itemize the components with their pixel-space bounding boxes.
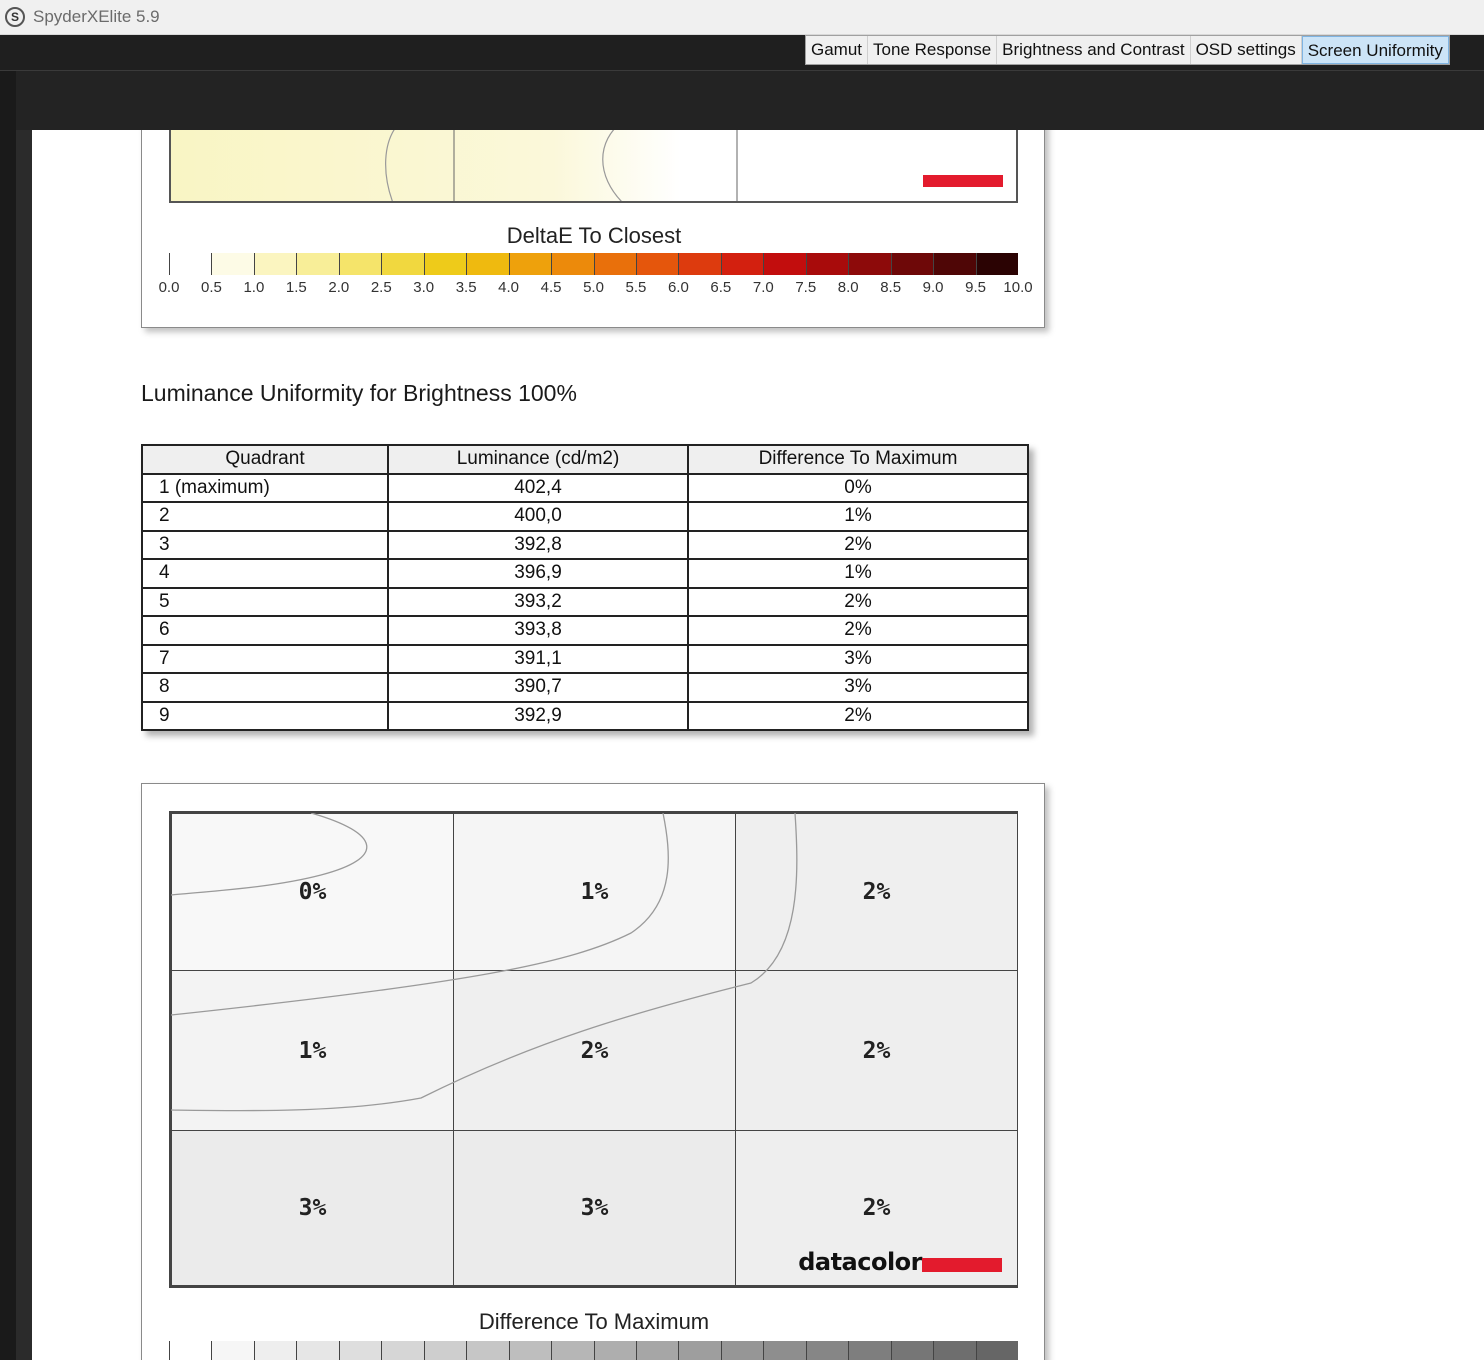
deltae-frame bbox=[141, 130, 1045, 328]
quadrant-value: 2% bbox=[862, 879, 891, 905]
logo-text: datacolor bbox=[798, 1248, 922, 1276]
table-header-row bbox=[142, 445, 1028, 474]
tick-label: 6.5 bbox=[710, 279, 732, 296]
tick-label: 10.0 bbox=[1003, 279, 1033, 296]
colorbar-segment bbox=[678, 253, 720, 275]
colorbar-segment bbox=[848, 253, 890, 275]
colorbar-segment bbox=[211, 253, 253, 275]
tab-osd-settings[interactable]: OSD settings bbox=[1191, 36, 1302, 64]
logo-bar-top bbox=[923, 175, 1003, 187]
quadrant-value: 3% bbox=[580, 1195, 609, 1221]
tick-label: 1.5 bbox=[285, 279, 307, 296]
colorbar-segment bbox=[296, 253, 338, 275]
greybar-segment bbox=[381, 1341, 423, 1360]
greybar-segment bbox=[424, 1341, 466, 1360]
quadrant-value: 2% bbox=[862, 1195, 891, 1221]
table-row bbox=[142, 645, 1028, 674]
header-luminance: Luminance (cd/m2) bbox=[388, 445, 688, 474]
tick-label: 7.0 bbox=[752, 279, 774, 296]
table-row bbox=[142, 559, 1028, 588]
cell-luminance: 390,7 bbox=[388, 673, 688, 702]
tab-strip bbox=[805, 35, 1450, 65]
cell-luminance: 402,4 bbox=[388, 474, 688, 503]
tick-label: 7.5 bbox=[795, 279, 817, 296]
quadrant-value: 0% bbox=[298, 879, 327, 905]
colorbar-segment bbox=[509, 253, 551, 275]
colorbar-segment bbox=[806, 253, 848, 275]
colorbar-segment bbox=[551, 253, 593, 275]
cell-luminance: 393,8 bbox=[388, 616, 688, 645]
greybar-segment bbox=[466, 1341, 508, 1360]
tick-label: 2.5 bbox=[370, 279, 392, 296]
quadrant-value: 2% bbox=[862, 1037, 891, 1064]
tick-label: 2.0 bbox=[328, 279, 350, 296]
header-difference: Difference To Maximum bbox=[688, 445, 1028, 474]
tick-label: 8.0 bbox=[837, 279, 859, 296]
cell-difference: 3% bbox=[688, 645, 1028, 674]
colorbar-segment bbox=[891, 253, 933, 275]
title-bar bbox=[0, 0, 1484, 35]
tick-label: 3.0 bbox=[413, 279, 435, 296]
tab-brightness-contrast[interactable]: Brightness and Contrast bbox=[997, 36, 1190, 64]
colorbar-segment bbox=[721, 253, 763, 275]
cell-quadrant: 4 bbox=[142, 559, 388, 588]
cell-difference: 2% bbox=[688, 588, 1028, 617]
colorbar-segment bbox=[424, 253, 466, 275]
greybar-segment bbox=[254, 1341, 296, 1360]
colorbar-segment bbox=[381, 253, 423, 275]
window-title: SpyderXElite 5.9 bbox=[33, 7, 160, 26]
tab-screen-uniformity[interactable]: Screen Uniformity bbox=[1302, 36, 1449, 64]
colorbar-segment bbox=[933, 253, 975, 275]
colorbar-segment bbox=[254, 253, 296, 275]
tick-label: 0.0 bbox=[158, 279, 180, 296]
cell-quadrant: 6 bbox=[142, 616, 388, 645]
table-row bbox=[142, 616, 1028, 645]
cell-difference: 1% bbox=[688, 502, 1028, 531]
greybar-segment bbox=[594, 1341, 636, 1360]
cell-difference: 3% bbox=[688, 673, 1028, 702]
cell-quadrant: 8 bbox=[142, 673, 388, 702]
tick-label: 9.5 bbox=[965, 279, 986, 296]
toolbar bbox=[0, 35, 1484, 71]
difference-greyscale-bar bbox=[169, 1341, 1018, 1360]
quadrant-value: 2% bbox=[580, 1037, 609, 1064]
colorbar-segment bbox=[594, 253, 636, 275]
greybar-segment bbox=[636, 1341, 678, 1360]
cell-difference: 2% bbox=[688, 531, 1028, 560]
tick-label: 3.5 bbox=[455, 279, 477, 296]
colorbar-segment bbox=[636, 253, 678, 275]
section-title: Luminance Uniformity for Brightness 100% bbox=[141, 380, 577, 406]
contour-lines bbox=[171, 813, 1016, 1286]
left-panel-edge bbox=[0, 71, 16, 1360]
greybar-segment bbox=[509, 1341, 551, 1360]
greybar-segment bbox=[296, 1341, 338, 1360]
greybar-segment bbox=[848, 1341, 890, 1360]
datacolor-logo bbox=[798, 1248, 1002, 1276]
table-row bbox=[142, 502, 1028, 531]
tick-label: 0.5 bbox=[201, 279, 222, 296]
table-row bbox=[142, 474, 1028, 503]
greybar-segment bbox=[721, 1341, 763, 1360]
tick-label: 8.5 bbox=[880, 279, 902, 296]
header-quadrant: Quadrant bbox=[142, 445, 388, 474]
quadrant-value: 1% bbox=[580, 879, 609, 905]
greybar-segment bbox=[678, 1341, 720, 1360]
colorbar-segment bbox=[339, 253, 381, 275]
app-icon: S bbox=[5, 7, 25, 27]
deltae-colorbar bbox=[169, 253, 1018, 275]
luminance-table bbox=[141, 444, 1029, 731]
greybar-segment bbox=[933, 1341, 975, 1360]
cell-luminance: 393,2 bbox=[388, 588, 688, 617]
cell-difference: 0% bbox=[688, 474, 1028, 503]
cell-luminance: 392,8 bbox=[388, 531, 688, 560]
quadrant-value: 1% bbox=[298, 1037, 327, 1064]
table-row bbox=[142, 673, 1028, 702]
deltae-heatmap-svg bbox=[171, 130, 1018, 203]
cell-quadrant: 5 bbox=[142, 588, 388, 617]
cell-quadrant: 2 bbox=[142, 502, 388, 531]
cell-luminance: 400,0 bbox=[388, 502, 688, 531]
tick-label: 1.0 bbox=[243, 279, 265, 296]
tick-label: 4.5 bbox=[540, 279, 562, 296]
tick-label: 9.0 bbox=[922, 279, 944, 296]
uniformity-map-frame bbox=[141, 783, 1045, 1360]
quadrant-value: 3% bbox=[298, 1195, 327, 1221]
greybar-segment bbox=[339, 1341, 381, 1360]
greybar-segment bbox=[551, 1341, 593, 1360]
table-row bbox=[142, 702, 1028, 731]
cell-difference: 2% bbox=[688, 702, 1028, 731]
tick-label: 6.0 bbox=[667, 279, 689, 296]
table-row bbox=[142, 531, 1028, 560]
greybar-segment bbox=[169, 1341, 211, 1360]
table-row bbox=[142, 588, 1028, 617]
cell-luminance: 396,9 bbox=[388, 559, 688, 588]
greybar-segment bbox=[976, 1341, 1018, 1360]
greybar-segment bbox=[211, 1341, 253, 1360]
cell-difference: 2% bbox=[688, 616, 1028, 645]
greybar-segment bbox=[806, 1341, 848, 1360]
greybar-title: Difference To Maximum bbox=[478, 1309, 710, 1334]
tick-label: 4.0 bbox=[498, 279, 520, 296]
deltae-tick-labels bbox=[158, 279, 1033, 299]
tab-gamut[interactable]: Gamut bbox=[806, 36, 868, 64]
cell-quadrant: 7 bbox=[142, 645, 388, 674]
uniformity-grid bbox=[169, 811, 1018, 1288]
colorbar-segment bbox=[169, 253, 211, 275]
logo-red-bar bbox=[922, 1258, 1002, 1272]
report-page[interactable] bbox=[32, 130, 1484, 1360]
cell-quadrant: 1 (maximum) bbox=[142, 474, 388, 503]
cell-luminance: 392,9 bbox=[388, 702, 688, 731]
colorbar-title: DeltaE To Closest bbox=[506, 223, 682, 248]
tab-tone-response[interactable]: Tone Response bbox=[868, 36, 997, 64]
deltae-heatmap bbox=[169, 130, 1018, 203]
colorbar-segment bbox=[976, 253, 1018, 275]
tick-label: 5.0 bbox=[583, 279, 604, 296]
colorbar-segment bbox=[466, 253, 508, 275]
greybar-segment bbox=[891, 1341, 933, 1360]
colorbar-segment bbox=[763, 253, 805, 275]
greybar-segment bbox=[763, 1341, 805, 1360]
toolbar-band bbox=[0, 71, 1484, 130]
cell-difference: 1% bbox=[688, 559, 1028, 588]
tick-label: 5.5 bbox=[625, 279, 647, 296]
cell-luminance: 391,1 bbox=[388, 645, 688, 674]
cell-quadrant: 9 bbox=[142, 702, 388, 731]
cell-quadrant: 3 bbox=[142, 531, 388, 560]
